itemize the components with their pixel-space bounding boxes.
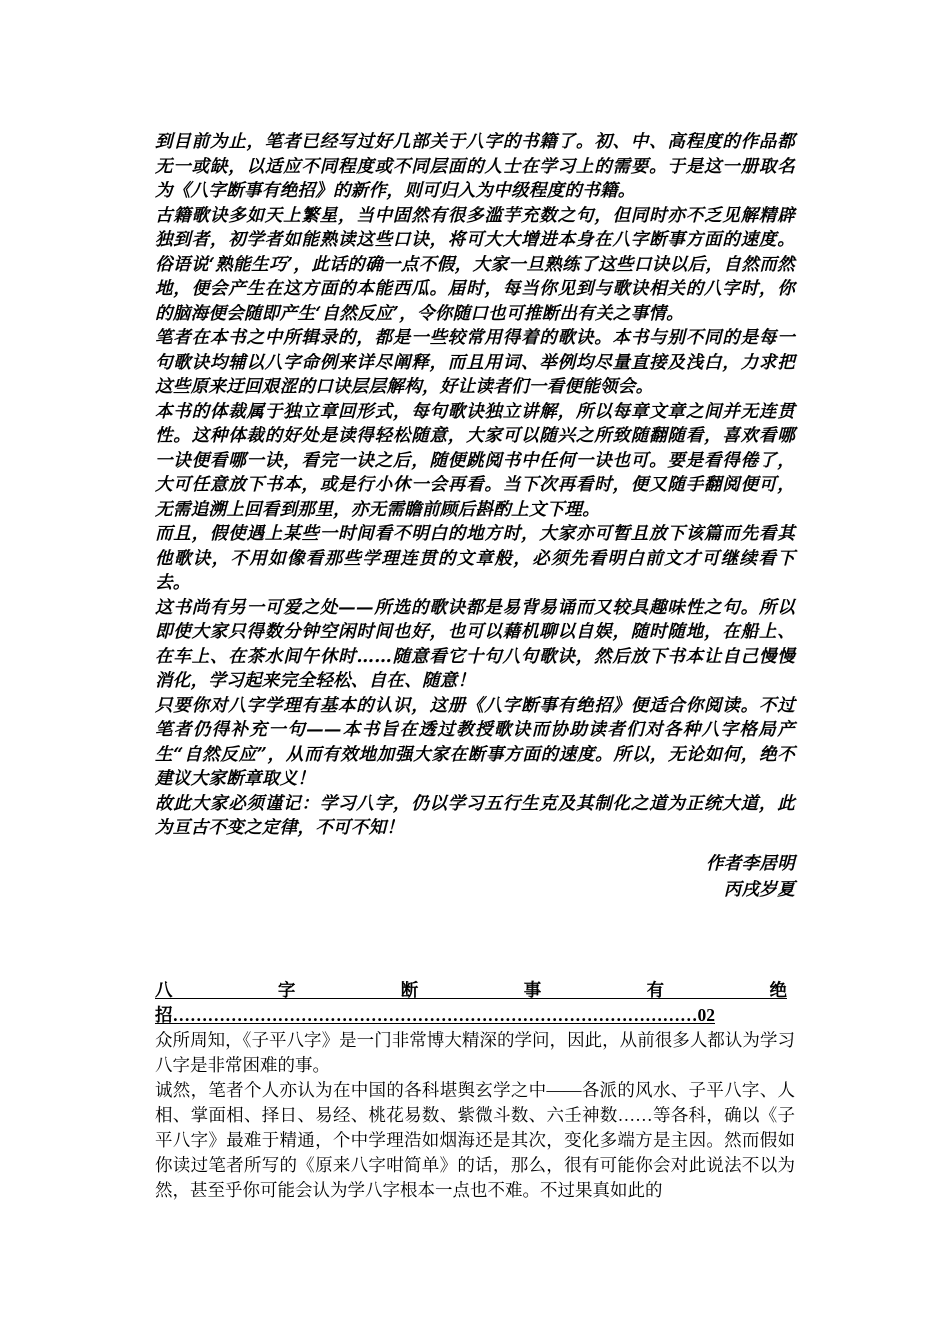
signature-date: 丙戌岁夏 xyxy=(723,879,795,900)
preface-paragraph-8: 故此大家必须谨记：学习八字，仍以学习五行生克及其制化之道为正统大道，此为亘古不变之定律，不可不知！ xyxy=(155,793,795,838)
author-signature: 作者李居明 xyxy=(706,853,795,874)
preface-paragraph-4: 本书的体裁属于独立章回形式，每句歌诀独立讲解，所以每章文章之间并无连贯性。这种体裁的好处是读得轻松随意，大家可以随兴之所致随翻随看，喜欢看哪一诀便看哪一诀，看完一诀之后，随便跳阅书中任何一诀也可。要是看得倦了，大可任意放下书本，或是行小休一会再看。当下次再看时，便又随手翻阅便可，无需追溯上回看到那里，亦无需瞻前顾后斟酌上文下理。 xyxy=(155,401,795,520)
preface-paragraph-1: 到目前为止，笔者已经写过好几部关于八字的书籍了。初、中、高程度的作品都无一或缺，以适应不同程度或不同层面的人士在学习上的需要。于是这一册取名为《八字断事有绝招》的新作，则可归入为中级程度的书籍。 xyxy=(155,132,795,201)
preface-paragraph-6: 这书尚有另一可爱之处——所选的歌诀都是易背易诵而又较具趣味性之句。所以即使大家只得数分钟空闲时间也好，也可以藉机聊以自娱，随时随地，在船上、在车上、在茶水间午休时……随意看它十句八句歌诀，然后放下书本让自己慢慢消化，学习起来完全轻松、自在、随意！ xyxy=(155,597,795,691)
preface-paragraph-7: 只要你对八字学理有基本的认识，这册《八字断事有绝招》便适合你阅读。不过笔者仍得补充一句——本书旨在透过教授歌诀而协助读者们对各种八字格局产生“自然反应”，从而有效地加强大家在断事方面的速度。所以，无论如何，绝不建议大家断章取义！ xyxy=(155,695,795,789)
preface-section xyxy=(155,130,795,903)
preface-paragraph-2: 古籍歌诀多如天上繁星，当中固然有很多滥芋充数之句，但同时亦不乏见解精辟独到者，初学者如能熟读这些口诀，将可大大增进本身在八字断事方面的速度。俗语说‘熟能生巧’，此话的确一点不假，大家一旦熟练了这些口诀以后，自然而然地，便会产生在这方面的本能西瓜。届时，每当你见到与歌诀相关的八字时，你的脑海便会随即产生‘自然反应’，令你随口也可推断出有关之事情。 xyxy=(155,205,795,324)
preface-paragraph-5: 而且，假使遇上某些一时间看不明白的地方时，大家亦可暂且放下该篇而先看其他歌诀，不用如像看那些学理连贯的文章般，必须先看明白前文才可继续看下去。 xyxy=(155,524,795,593)
preface-paragraph-3: 笔者在本书之中所辑录的，都是一些较常用得着的歌诀。本书与别不同的是每一句歌诀均辅以八字命例来详尽阐释，而且用词、举例均尽量直接及浅白，力求把这些原来迂回艰涩的口诀层层解构，好让读者们一看便能领会。 xyxy=(155,328,795,397)
chapter-paragraph-2: 诚然，笔者个人亦认为在中国的各科堪舆玄学之中——各派的风水、子平八字、人相、掌面相、择日、易经、桃花易数、紫微斗数、六壬神数……等各科，确以《子平八字》最难于精通，个中学理浩如烟海还是其次，变化多端方是主因。然而假如你读过笔者所写的《原来八字咁简单》的话，那么，很有可能你会对此说法不以为然，甚至乎你可能会认为学八字根本一点也不难。不过果真如此的 xyxy=(155,1080,795,1200)
chapter-section xyxy=(155,978,795,1203)
chapter-paragraph-1: 众所周知，《子平八字》是一门非常博大精深的学问，因此，从前很多人都认为学习八字是非常困难的事。 xyxy=(155,1030,795,1075)
toc-chapter-link[interactable]: 八字断事有绝招………………………………………………………………………………02 xyxy=(155,980,787,1025)
signature-block xyxy=(155,851,795,903)
